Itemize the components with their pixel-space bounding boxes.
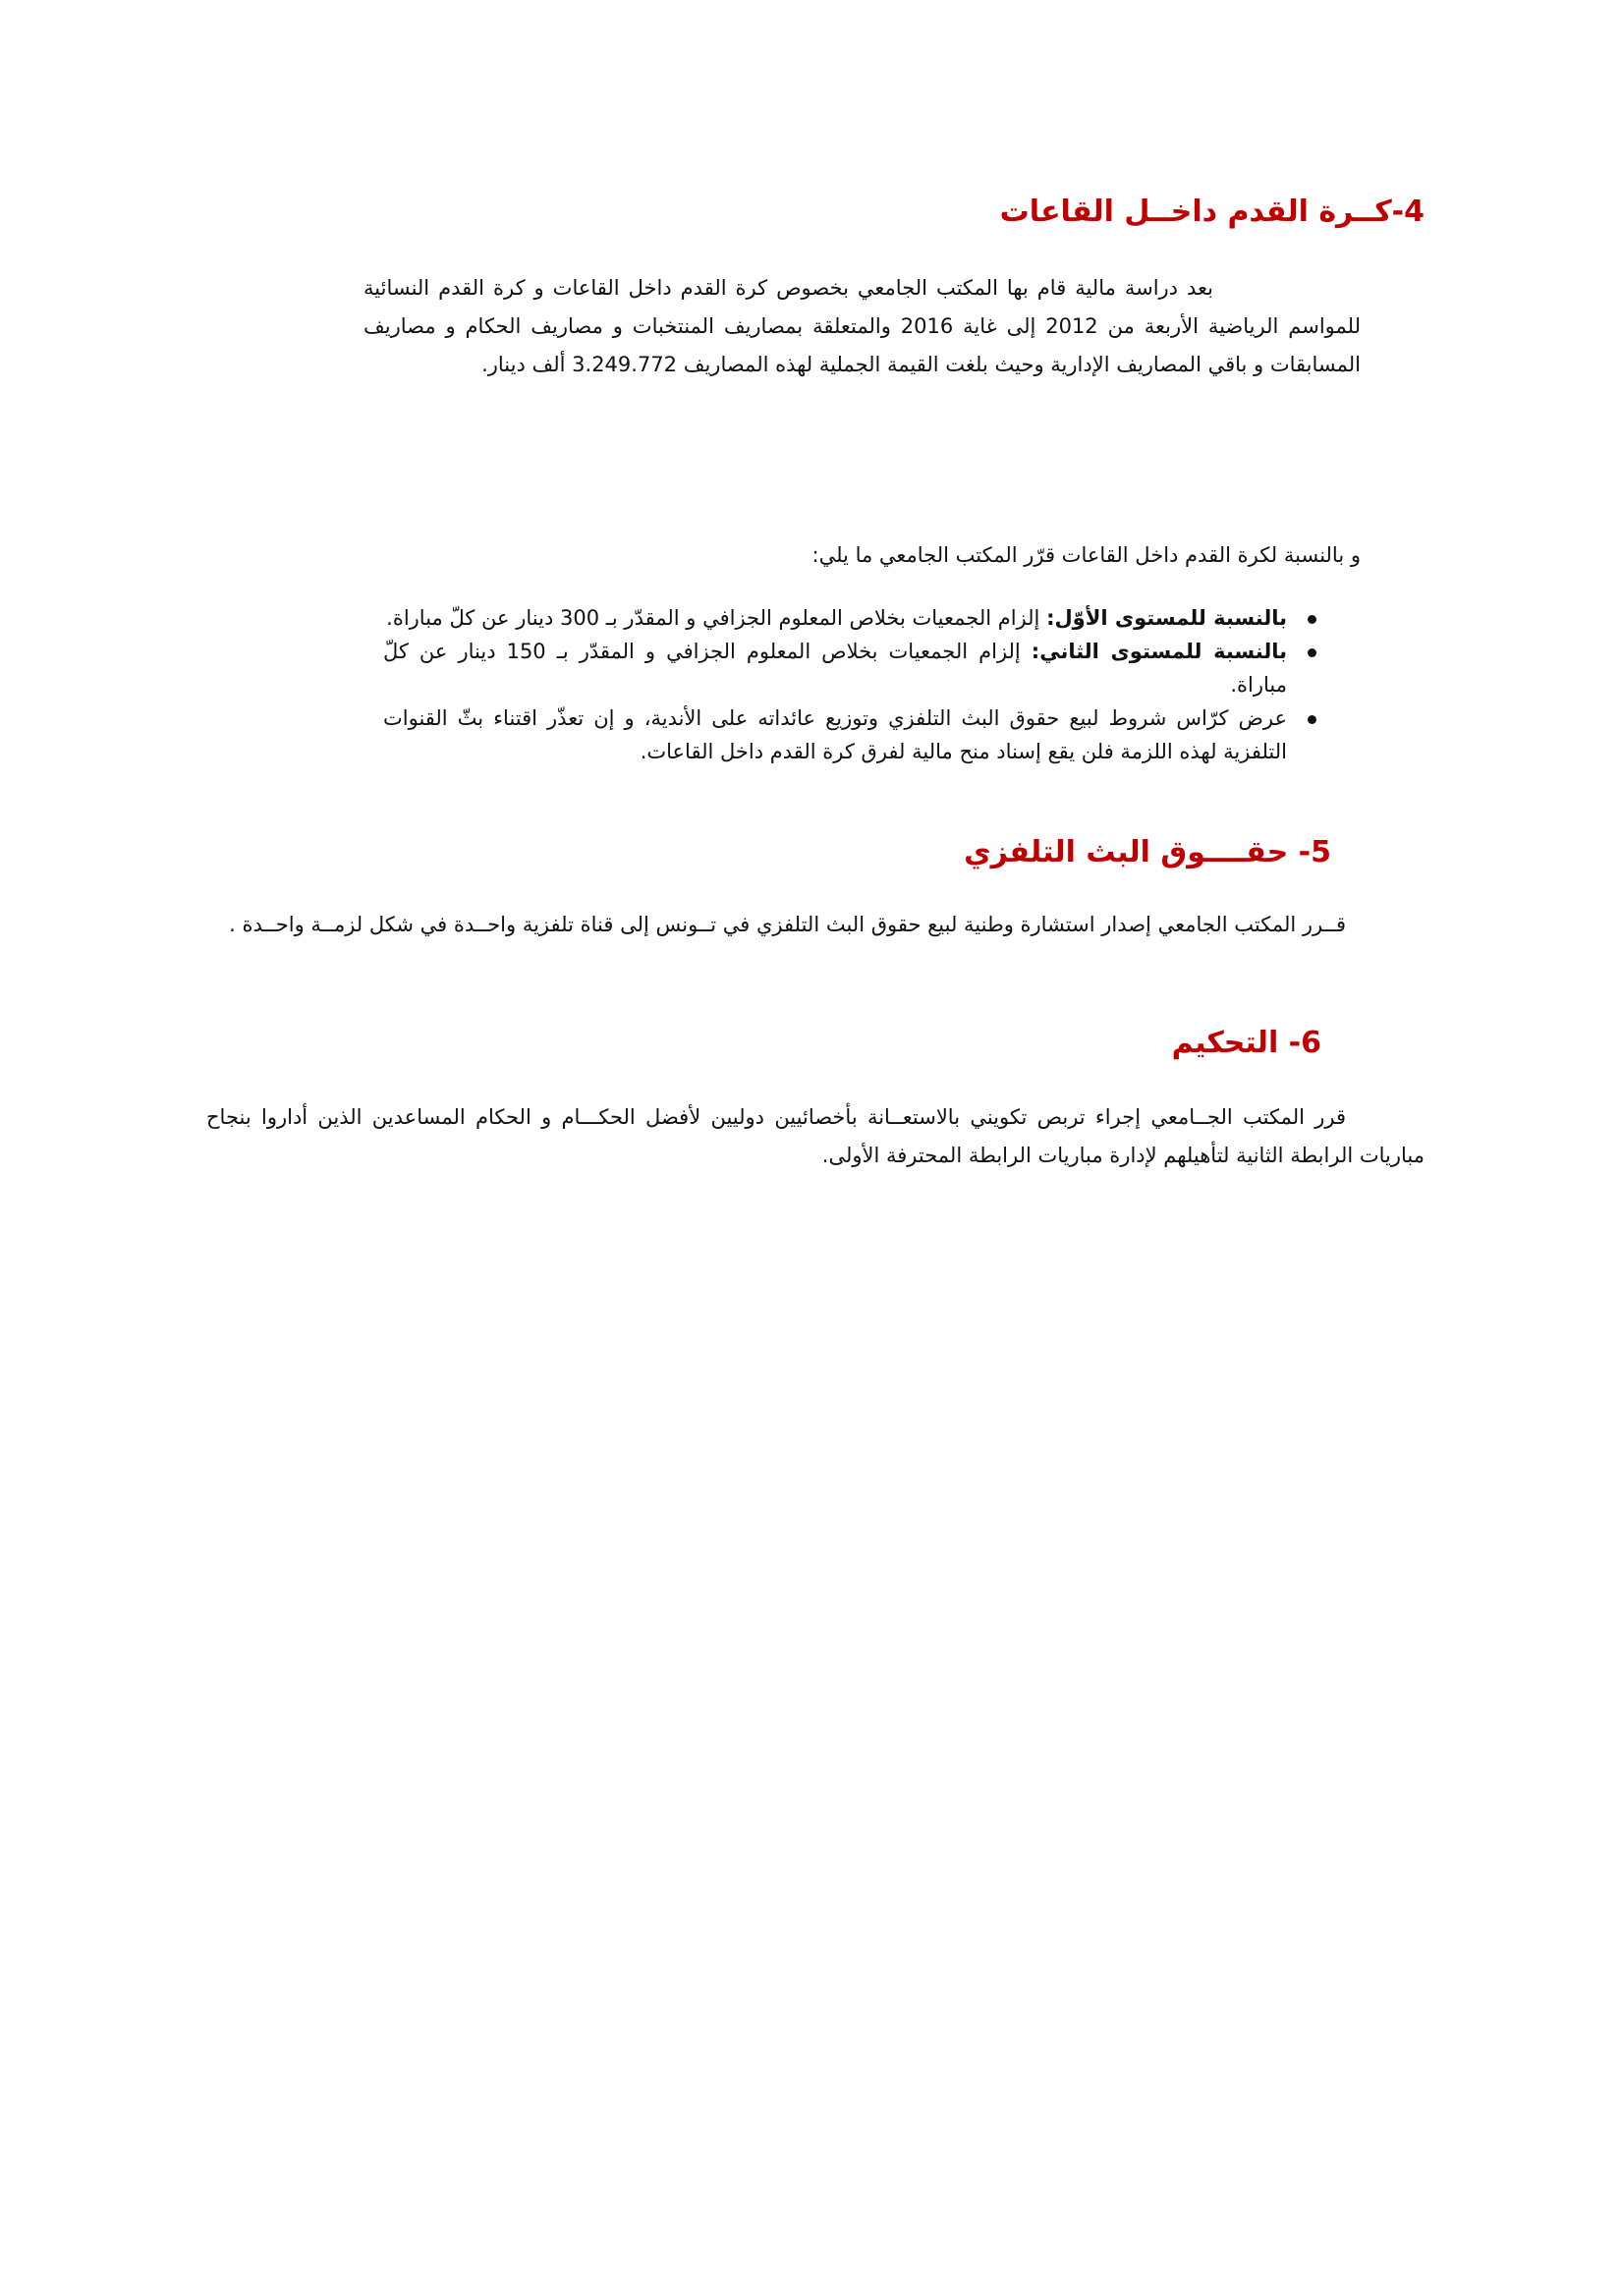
bullet-icon <box>1308 648 1316 657</box>
bullet-label: بالنسبة للمستوى الأوّل: <box>1046 606 1287 630</box>
bullet-item-level-1 <box>383 601 1316 635</box>
section-5-heading: 5- حقــــوق البث التلفزي <box>964 835 1331 869</box>
bullet-item-broadcast-spec <box>383 701 1316 768</box>
section-4-bullet-list <box>383 601 1316 768</box>
bullet-label: بالنسبة للمستوى الثاني: <box>1031 640 1287 663</box>
bullet-text: إلزام الجمعيات بخلاص المعلوم الجزافي و المقدّر بـ 150 دينار عن كلّ مباراة. <box>383 640 1287 697</box>
bullet-item-level-2 <box>383 635 1316 701</box>
section-4-paragraph: بعد دراسة مالية قام بها المكتب الجامعي بخصوص كرة القدم داخل القاعات و كرة القدم النسائية للمواسم الرياضية الأربعة من 2012 إلى غاية 2016 والمتعلقة بمصاريف المنتخبات و مصاريف الحكام و مصاريف المسابقات و باقي المصاريف الإدارية وحيث بلغت القيمة الجملية لهذه المصاريف 3.249.772 ألف دينار. <box>363 276 1361 376</box>
bullet-icon <box>1308 615 1316 624</box>
section-5-paragraph: قــرر المكتب الجامعي إصدار استشارة وطنية لبيع حقوق البث التلفزي في تــونس إلى قناة تلفزية واحــدة في شكل لزمــة واحــدة . <box>229 913 1346 936</box>
section-6-paragraph: قرر المكتب الجــامعي إجراء تربص تكويني بالاستعــانة بأخصائيين دوليين لأفضل الحكـــام و الحكام المساعدين الذين أداروا بنجاح مباريات الرابطة الثانية لتأهيلهم لإدارة مباريات الرابطة المحترفة الأولى. <box>206 1105 1425 1167</box>
bullet-icon <box>1308 715 1316 724</box>
section-4-heading: 4-كــرة القدم داخــل القاعات <box>999 195 1425 229</box>
section-6-heading: 6- التحكيم <box>1171 1026 1321 1060</box>
bullet-text: عرض كرّاس شروط لبيع حقوق البث التلفزي وتوزيع عائداته على الأندية، و إن تعذّر اقتناء بثّ القنوات التلفزية لهذه اللزمة فلن يقع إسناد منح مالية لفرق كرة القدم داخل القاعات. <box>383 706 1287 763</box>
section-4-intro: و بالنسبة لكرة القدم داخل القاعات قرّر المكتب الجامعي ما يلي: <box>811 543 1361 567</box>
bullet-text: إلزام الجمعيات بخلاص المعلوم الجزافي و المقدّر بـ 300 دينار عن كلّ مباراة. <box>386 606 1047 630</box>
